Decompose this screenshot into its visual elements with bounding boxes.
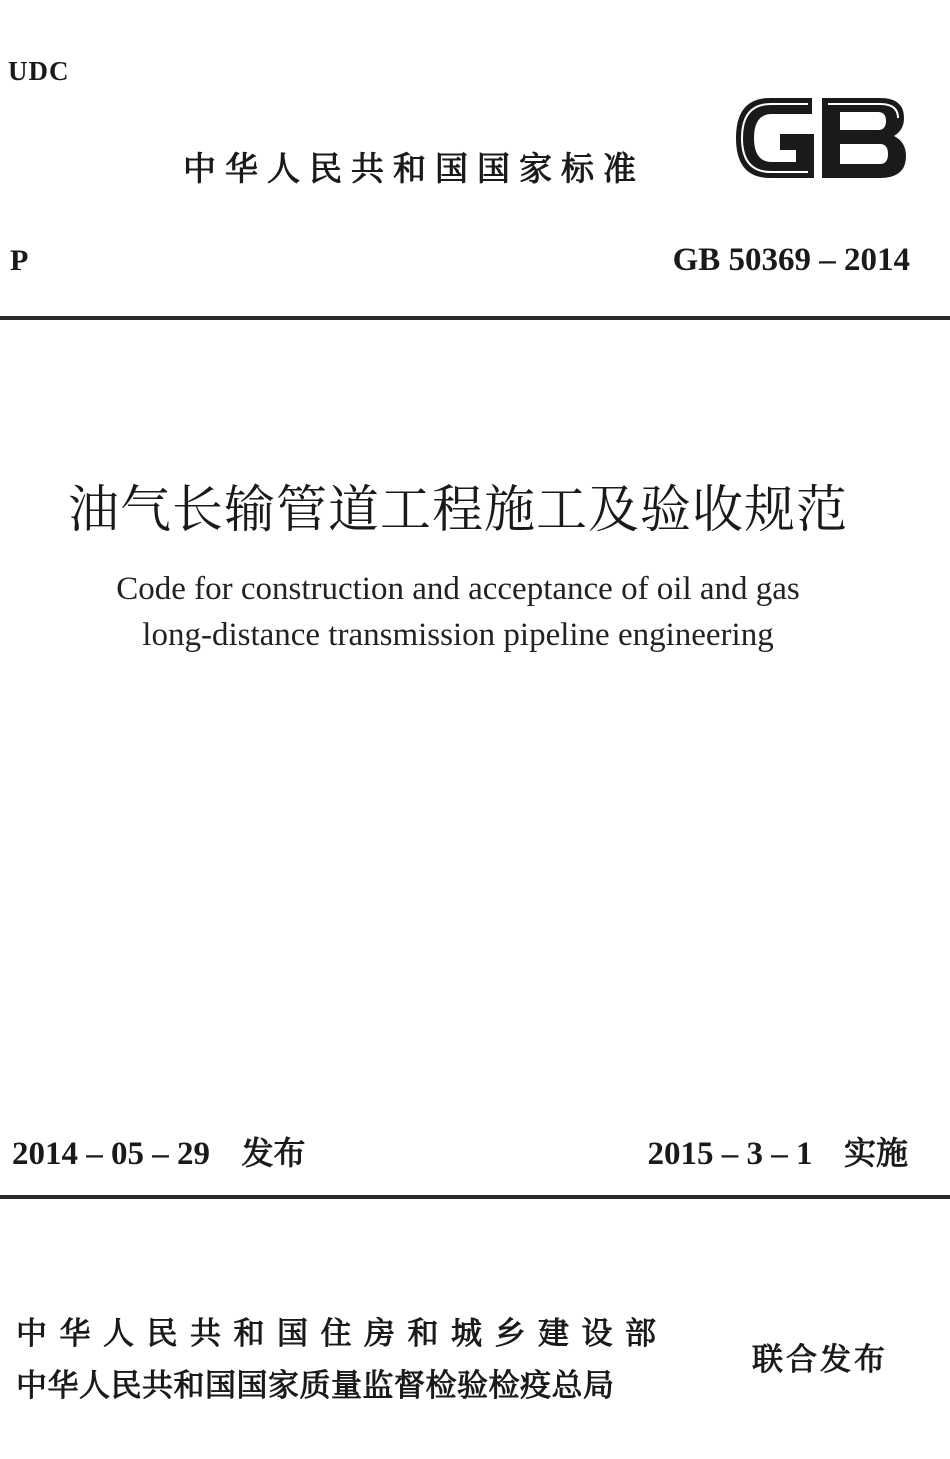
issue-label: 发布 [241,1134,306,1172]
title-chinese: 油气长输管道工程施工及验收规范 [67,481,848,540]
issue-date: 2014 – 05 – 29 [12,1136,210,1172]
udc-label: UDC [8,56,70,86]
issuer-ministry-1: 中华人民共和国住房和城乡建设部 [16,1316,669,1352]
standard-number: GB 50369 – 2014 [672,242,910,278]
title-english-line-1: Code for construction and acceptance of oil and gas [116,571,800,607]
title-english-line-2: long-distance transmission pipeline engineering [142,617,774,653]
issuer-ministry-2: 中华人民共和国国家质量监督检验检疫总局 [16,1368,615,1404]
gb-logo-icon [730,90,910,186]
classification-code: P [10,244,29,277]
top-divider [0,316,950,320]
issue-date-block [12,1128,306,1174]
bottom-divider [0,1195,950,1199]
standard-category: 中华人民共和国国家标准 [183,149,645,188]
implement-date: 2015 – 3 – 1 [647,1136,813,1172]
implement-label: 实施 [843,1134,908,1172]
implement-date-block [648,1128,909,1174]
title-english [0,566,916,658]
joint-issue-label: 联合发布 [752,1342,888,1378]
